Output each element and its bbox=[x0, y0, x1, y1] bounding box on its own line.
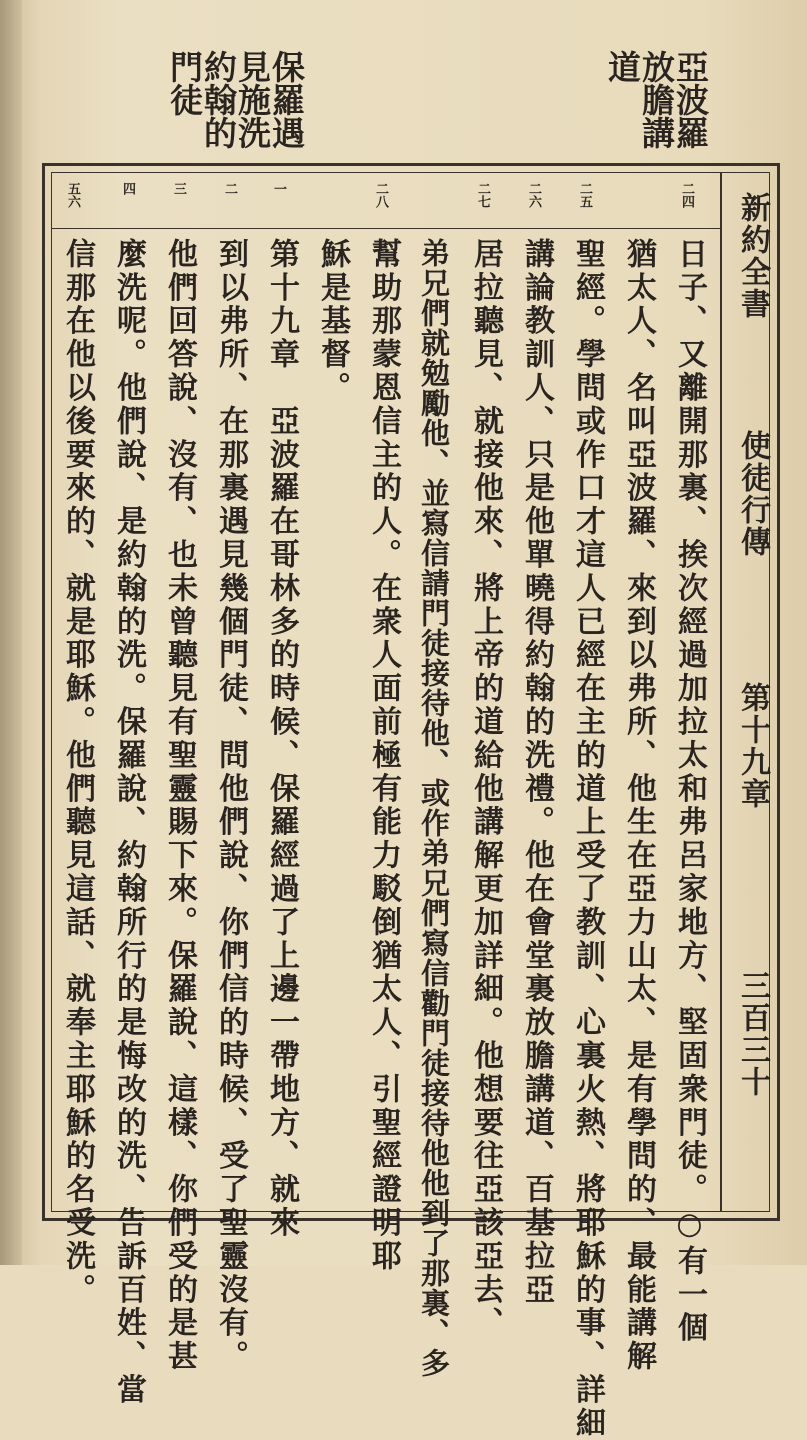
verse-number: 二四 bbox=[679, 182, 694, 208]
text-column: 他們回答說、沒有、也未曾聽見有聖靈賜下來。保羅說、這樣、你們受的是甚 bbox=[162, 238, 197, 1374]
book-spine bbox=[0, 0, 22, 1265]
side-note-right-1: 亞波羅 bbox=[671, 50, 710, 149]
side-note-right-2: 放膽講 bbox=[637, 50, 676, 149]
verse-number: 二五 bbox=[577, 182, 592, 208]
side-note-left-3: 約翰的 bbox=[199, 50, 238, 149]
book-name: 使徒行傳 bbox=[735, 430, 770, 558]
side-note-right-3: 道 bbox=[603, 50, 642, 83]
text-column: 日子、又離開那裏、挨次經過加拉太和弗呂家地方、堅固衆門徒。○有一個 bbox=[672, 238, 707, 1346]
text-column: 猶太人、名叫亞波羅、來到以弗所、他生在亞力山太、是有學問的、最能講解 bbox=[621, 238, 656, 1374]
verse-number-strip-line bbox=[52, 228, 720, 229]
text-column: 弟兄們就勉勵他、並寫信請門徒接待他、或作弟兄們寫信勸門徒接待他他到了那裏、多 bbox=[417, 238, 451, 1378]
page-number: 三百三十 bbox=[735, 970, 770, 1098]
page-frame-inner bbox=[51, 172, 770, 1212]
side-note-left-2: 見施洗 bbox=[233, 50, 272, 149]
text-column: 信那在他以後要來的、就是耶穌。他們聽見這話、就奉主耶穌的名受洗。 bbox=[60, 238, 95, 1307]
text-column: 麼洗呢。他們說、是約翰的洗。保羅說、約翰所行的是悔改的洗、告訴百姓、當 bbox=[111, 238, 146, 1407]
verse-number: 五六 bbox=[65, 182, 80, 208]
verse-number: 四 bbox=[120, 182, 135, 195]
text-column: 穌是基督。 bbox=[315, 238, 350, 405]
verse-number: 一 bbox=[271, 182, 286, 195]
text-column: 聖經。學問或作口才這人已經在主的道上受了教訓、心裏火熱、將耶穌的事、詳細 bbox=[570, 238, 605, 1440]
text-column: 居拉聽見、就接他來、將上帝的道給他講解更加詳細。他想要往亞該亞去、 bbox=[468, 238, 503, 1341]
side-note-left-4: 門徒 bbox=[165, 50, 204, 116]
text-column: 第十九章 亞波羅在哥林多的時候、保羅經過了上邊一帶地方、就來 bbox=[264, 238, 299, 1240]
text-column: 幫助那蒙恩信主的人。在衆人面前極有能力駁倒猶太人、引聖經證明耶 bbox=[366, 238, 401, 1274]
verse-number: 二 bbox=[222, 182, 237, 195]
book-title: 新約全書 bbox=[735, 192, 770, 320]
side-note-left-1: 保羅遇 bbox=[267, 50, 306, 149]
text-column: 到以弗所、在那裏遇見幾個門徒、問他們說、你們信的時候、受了聖靈沒有。 bbox=[213, 238, 248, 1374]
chapter-heading: 第十九章 bbox=[735, 682, 770, 810]
text-column: 講論教訓人、只是他單曉得約翰的洗禮。他在會堂裏放膽講道、百基拉亞 bbox=[519, 238, 554, 1307]
header-divider bbox=[720, 172, 722, 1212]
verse-number: 三 bbox=[171, 182, 186, 195]
verse-number: 二六 bbox=[526, 182, 541, 208]
verse-number: 二八 bbox=[373, 182, 388, 208]
verse-number: 二七 bbox=[475, 182, 490, 208]
